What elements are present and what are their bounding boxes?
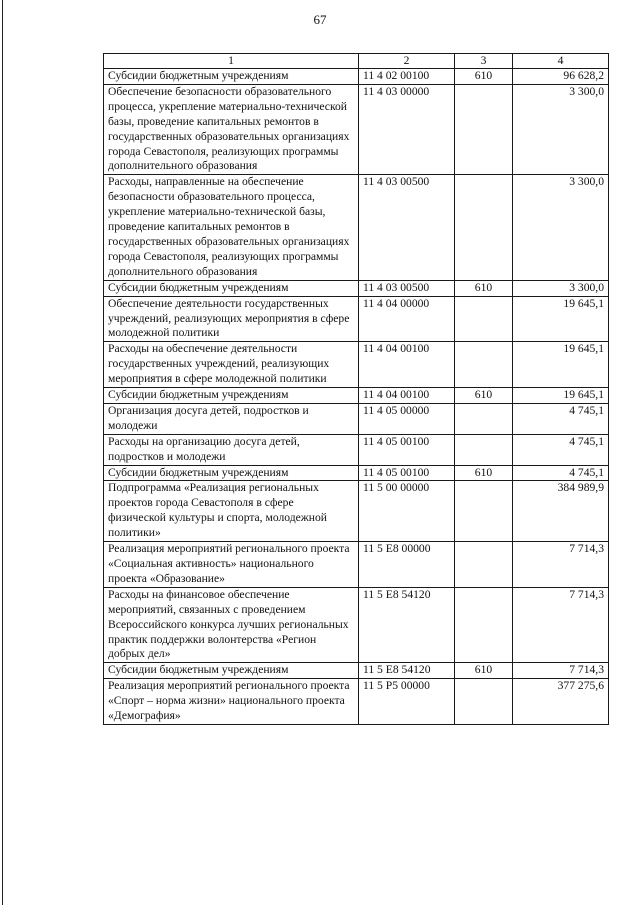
table-row (104, 84, 609, 174)
cell-name: Обеспечение безопасности образовательного процесса, укрепление материально-технической базы, проведение капитальных ремонтов в государственных образовательных организациях города Севастополя, реализующих программы дополнительного образования (104, 84, 359, 174)
cell-sum: 7 714,3 (513, 542, 609, 588)
cell-sum: 3 300,0 (513, 175, 609, 280)
cell-type (455, 481, 513, 542)
cell-sum: 4 745,1 (513, 403, 609, 434)
table-row (104, 403, 609, 434)
cell-code: 11 4 05 00100 (359, 434, 455, 465)
cell-sum: 4 745,1 (513, 434, 609, 465)
cell-name: Реализация мероприятий регионального проекта «Спорт – норма жизни» национального проекта «Демография» (104, 679, 359, 725)
cell-type (455, 296, 513, 342)
cell-sum: 7 714,3 (513, 587, 609, 663)
cell-name: Субсидии бюджетным учреждениям (104, 465, 359, 481)
cell-code: 11 4 05 00100 (359, 465, 455, 481)
cell-type (455, 175, 513, 280)
cell-sum: 7 714,3 (513, 663, 609, 679)
cell-name: Реализация мероприятий регионального проекта «Социальная активность» национального проекта «Образование» (104, 542, 359, 588)
cell-code: 11 4 02 00100 (359, 69, 455, 85)
cell-name: Расходы на организацию досуга детей, подростков и молодежи (104, 434, 359, 465)
cell-sum: 3 300,0 (513, 84, 609, 174)
table-row (104, 465, 609, 481)
cell-code: 11 4 04 00100 (359, 342, 455, 388)
cell-sum: 19 645,1 (513, 296, 609, 342)
cell-code: 11 5 E8 00000 (359, 542, 455, 588)
cell-type: 610 (455, 465, 513, 481)
table-row (104, 481, 609, 542)
cell-sum: 384 989,9 (513, 481, 609, 542)
table-row (104, 434, 609, 465)
cell-type: 610 (455, 663, 513, 679)
table-row (104, 542, 609, 588)
cell-code: 11 4 03 00000 (359, 84, 455, 174)
cell-sum: 19 645,1 (513, 388, 609, 404)
cell-code: 11 5 P5 00000 (359, 679, 455, 725)
cell-type: 610 (455, 280, 513, 296)
page-number: 67 (313, 12, 327, 27)
cell-name: Субсидии бюджетным учреждениям (104, 69, 359, 85)
header-cell-sum: 4 (513, 54, 609, 69)
cell-sum: 96 628,2 (513, 69, 609, 85)
header-cell-type: 3 (455, 54, 513, 69)
table-row (104, 388, 609, 404)
cell-type: 610 (455, 388, 513, 404)
cell-sum: 19 645,1 (513, 342, 609, 388)
cell-code: 11 5 E8 54120 (359, 587, 455, 663)
cell-code: 11 5 E8 54120 (359, 663, 455, 679)
cell-code: 11 4 04 00000 (359, 296, 455, 342)
cell-name: Расходы, направленные на обеспечение безопасности образовательного процесса, укрепление материально-технической базы, проведение капитальных ремонтов в государственных образовательных организациях города Севастополя, реализующих программы дополнительного образования (104, 175, 359, 280)
cell-name: Субсидии бюджетным учреждениям (104, 280, 359, 296)
cell-type (455, 84, 513, 174)
cell-type: 610 (455, 69, 513, 85)
table-row (104, 175, 609, 280)
page-edge-rule (2, 0, 3, 905)
cell-type (455, 679, 513, 725)
cell-name: Обеспечение деятельности государственных учреждений, реализующих мероприятия в сфере молодежной политики (104, 296, 359, 342)
header-cell-code: 2 (359, 54, 455, 69)
cell-name: Расходы на обеспечение деятельности государственных учреждений, реализующих мероприятия в сфере молодежной политики (104, 342, 359, 388)
cell-type (455, 403, 513, 434)
cell-name: Расходы на финансовое обеспечение мероприятий, связанных с проведением Всероссийского конкурса лучших региональных практик поддержки волонтерства «Регион добрых дел» (104, 587, 359, 663)
cell-code: 11 4 04 00100 (359, 388, 455, 404)
cell-code: 11 4 05 00000 (359, 403, 455, 434)
table-header-row (104, 54, 609, 69)
table-row (104, 296, 609, 342)
cell-name: Подпрограмма «Реализация региональных проектов города Севастополя в сфере физической культуры и спорта, молодежной политики» (104, 481, 359, 542)
budget-table (103, 53, 609, 725)
header-cell-name: 1 (104, 54, 359, 69)
cell-sum: 377 275,6 (513, 679, 609, 725)
cell-type (455, 434, 513, 465)
table-row (104, 69, 609, 85)
cell-type (455, 342, 513, 388)
cell-sum: 3 300,0 (513, 280, 609, 296)
cell-sum: 4 745,1 (513, 465, 609, 481)
cell-type (455, 587, 513, 663)
cell-code: 11 4 03 00500 (359, 280, 455, 296)
cell-name: Субсидии бюджетным учреждениям (104, 388, 359, 404)
cell-code: 11 5 00 00000 (359, 481, 455, 542)
cell-type (455, 542, 513, 588)
table-row (104, 587, 609, 663)
table-row (104, 663, 609, 679)
cell-code: 11 4 03 00500 (359, 175, 455, 280)
table-row (104, 342, 609, 388)
cell-name: Организация досуга детей, подростков и молодежи (104, 403, 359, 434)
table-row (104, 280, 609, 296)
budget-table-body (104, 54, 609, 725)
table-row (104, 679, 609, 725)
cell-name: Субсидии бюджетным учреждениям (104, 663, 359, 679)
